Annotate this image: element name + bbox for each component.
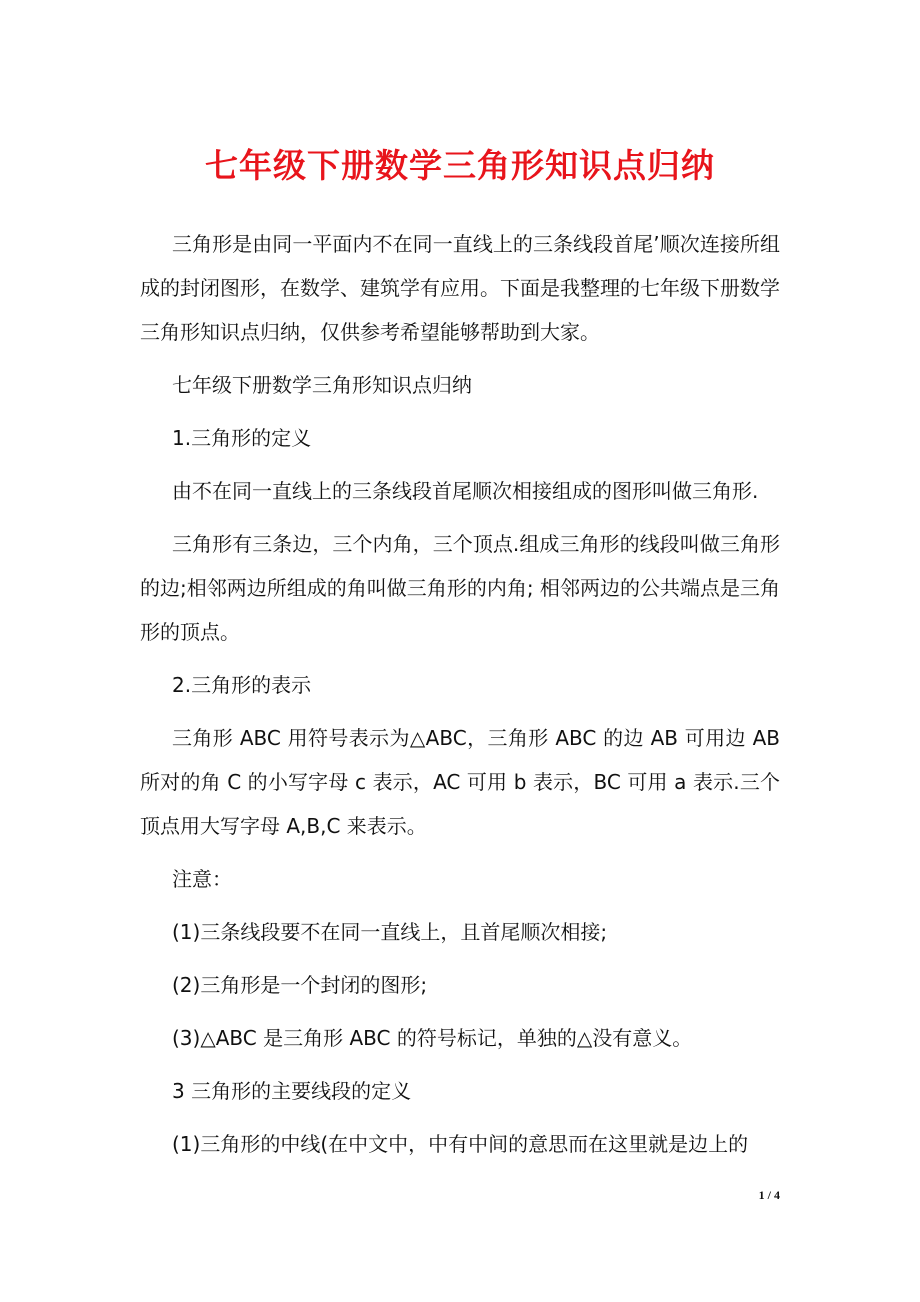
page-number: 1 / 4: [758, 1188, 780, 1202]
paragraph-parts: 三角形有三条边，三个内角，三个顶点.组成三角形的线段叫做三角形的边;相邻两边所组成的角叫做三角形的内角; 相邻两边的公共端点是三角形的顶点。: [140, 532, 780, 644]
section-heading-main-segments: 3 三角形的主要线段的定义: [172, 1079, 412, 1103]
document-body: [140, 222, 780, 1166]
note-item-3: (3)△ABC 是三角形 ABC 的符号标记，单独的△没有意义。: [172, 1026, 693, 1050]
paragraph-definition: 由不在同一直线上的三条线段首尾顺次相接组成的图形叫做三角形.: [172, 479, 759, 503]
paragraph-subtitle: 七年级下册数学三角形知识点归纳: [172, 373, 472, 397]
note-item-1: (1)三条线段要不在同一直线上，且首尾顺次相接;: [172, 920, 608, 944]
note-heading: 注意：: [172, 867, 232, 891]
paragraph-notation: 三角形 ABC 用符号表示为△ABC，三角形 ABC 的边 AB 可用边 AB 所对的角 C 的小写字母 c 表示，AC 可用 b 表示，BC 可用 a 表示.三个顶点用大写字母 A,B,C 来表示。: [140, 726, 780, 838]
paragraph-intro: 三角形是由同一平面内不在同一直线上的三条线段首尾’顺次连接所组成的封闭图形，在数学、建筑学有应用。下面是我整理的七年级下册数学三角形知识点归纳，仅供参考希望能够帮助到大家。: [140, 232, 780, 344]
section-heading-definition: 1.三角形的定义: [172, 426, 312, 450]
paragraph-median: (1)三角形的中线(在中文中，中有中间的意思而在这里就是边上的: [172, 1132, 749, 1156]
document-title: 七年级下册数学三角形知识点归纳: [205, 146, 715, 185]
section-heading-notation: 2.三角形的表示: [172, 673, 312, 697]
note-item-2: (2)三角形是一个封闭的图形;: [172, 973, 428, 997]
